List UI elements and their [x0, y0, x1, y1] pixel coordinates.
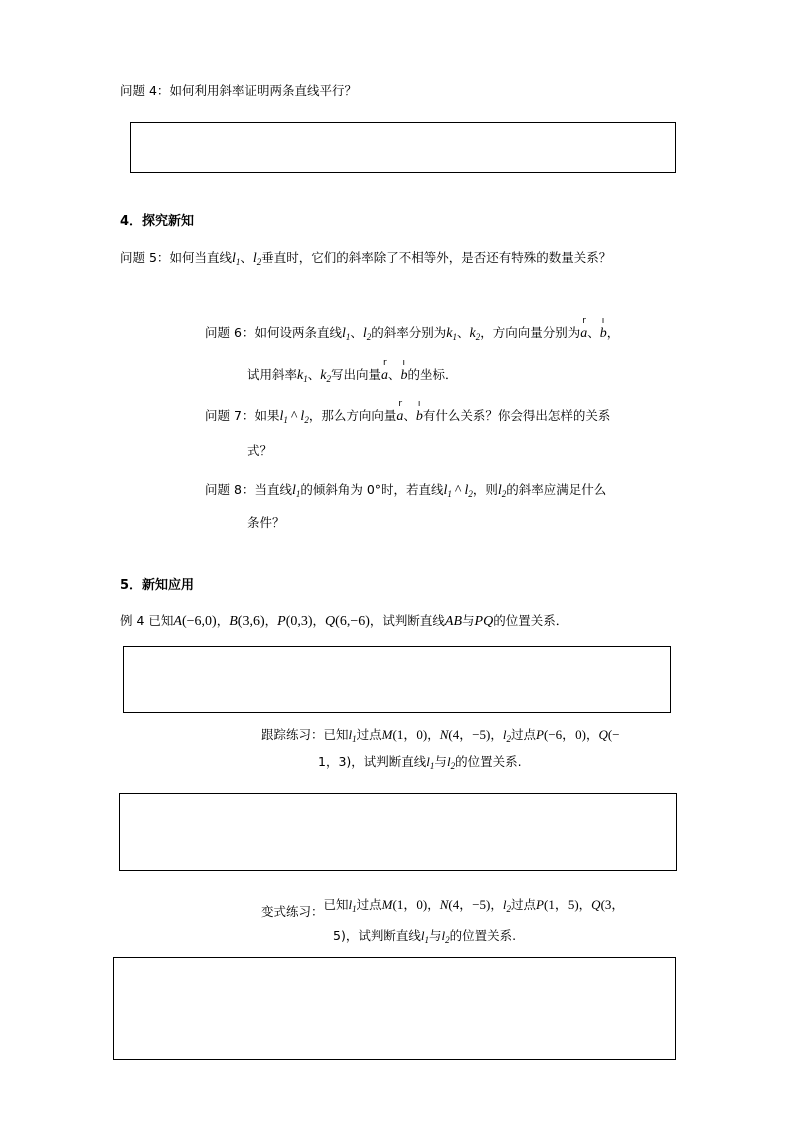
line-l2: $l_2$: [252, 251, 262, 267]
line-l2: $l_2$: [497, 483, 507, 499]
question-6-line2-text-3: 的坐标．: [407, 367, 458, 382]
vector-a: r a: [380, 358, 388, 383]
example-4-text-1: ，试判断直线: [369, 613, 445, 628]
variant-practice-line2-text-3: 的位置关系.: [449, 928, 517, 943]
question-5-label: 问题 5：: [120, 250, 170, 265]
line-l1: $l_1$: [420, 928, 429, 945]
point-p: P: [536, 727, 544, 742]
line-l1: $l_1$: [348, 897, 357, 914]
line-l1: $l_1$: [291, 483, 301, 499]
variant-practice-line2-text-1: 5)，试判断直线: [333, 928, 421, 943]
point-a-coords: (−6,0): [181, 614, 217, 629]
question-6-line2-text-2: 写出向量: [330, 367, 381, 382]
line-l2: $l_2$: [441, 928, 450, 945]
question-8-text-4: 的斜率应满足什么: [506, 482, 607, 497]
example-4: 例 4 已知A(−6,0)，B(3,6)，P(0,3)，Q(6,−6)，试判断直线AB与PQ的位置关系．: [120, 613, 569, 629]
vector-a: r a: [396, 399, 404, 424]
section-5-title: 5．新知应用: [120, 578, 195, 593]
point-p: P: [277, 614, 286, 629]
question-5-text-2: 垂直时，它们的斜率除了不相等外，是否还有特殊的数量关系？: [261, 250, 612, 265]
question-4: [120, 82, 357, 100]
slope-k2: $k_2$: [469, 326, 481, 342]
question-4-text: 如何利用斜率证明两条直线平行？: [169, 83, 357, 98]
point-q-coords: (−: [607, 727, 620, 742]
vector-a: r a: [580, 316, 588, 341]
tracking-practice-label: 跟踪练习：: [261, 727, 324, 742]
point-n-coords: (4，−5): [448, 727, 491, 742]
question-4-label: 问题 4：: [120, 83, 170, 98]
slope-k1: $k_1$: [446, 326, 457, 342]
vector-b: ı b: [415, 399, 423, 424]
perpendicular-symbol: ^: [290, 409, 298, 424]
question-7-text-3: 有什么关系？你会得出怎样的关系: [422, 408, 611, 423]
line-l2: $l_2$: [362, 326, 372, 342]
question-7-label: 问题 7：: [205, 408, 255, 423]
tracking-practice-line-2: 1，3)，试判断直线$l_1$与$l_2$的位置关系.: [318, 754, 522, 771]
question-6-label: 问题 6：: [205, 325, 255, 340]
question-8-text-1: 当直线: [254, 482, 292, 497]
question-7-text-2: ，那么方向向量: [308, 408, 397, 423]
tracking-practice: 跟踪练习：已知$l_1$过点M(1，0)，N(4，−5)，$l_2$过点P(−6，0)，Q(−: [261, 727, 620, 744]
question-8-text-2: 的倾斜角为 0°时，若直线: [300, 482, 444, 497]
line-l1: $l_1$: [443, 483, 452, 499]
vector-b: ı b: [599, 316, 607, 341]
point-p-coords: (1，5): [543, 897, 579, 912]
line-l2: $l_2$: [502, 727, 512, 744]
point-n: N: [439, 897, 449, 912]
variant-practice-line-2: 5)，试判断直线$l_1$与$l_2$的位置关系.: [333, 928, 517, 945]
line-l2: $l_2$: [446, 754, 456, 771]
point-b-coords: (3,6): [237, 614, 265, 629]
tracking-practice-line2-text-1: 1，3)，试判断直线: [318, 754, 427, 769]
point-n: N: [439, 727, 449, 742]
variant-practice-label: 变式练习：: [261, 904, 324, 919]
point-p-coords: (−6，0): [543, 727, 586, 742]
line-l1: $l_1$: [231, 251, 241, 267]
variant-practice: 变式练习：已知$l_1$过点M(1，0)，N(4，−5)，$l_2$过点P(1，5)，Q(3，: [261, 897, 625, 919]
answer-box-question-4[interactable]: [130, 122, 676, 173]
question-7-line-2: 式？: [247, 443, 273, 458]
vector-b: ı b: [400, 358, 408, 383]
question-8-line-2: 条件？: [247, 515, 285, 530]
line-l1: $l_1$: [426, 754, 435, 771]
point-m-coords: (1，0): [392, 897, 428, 912]
question-8: [205, 481, 606, 500]
perpendicular-symbol: ^: [454, 483, 462, 498]
example-4-text-3: 的位置关系．: [493, 613, 569, 628]
point-q: Q: [325, 614, 336, 629]
line-pq: PQ: [474, 614, 494, 629]
question-6-line2-text-1: 试用斜率: [247, 367, 298, 382]
point-m: M: [381, 727, 393, 742]
question-5-text-1: 如何当直线: [169, 250, 232, 265]
question-7-text-1: 如果: [254, 408, 280, 423]
question-7: 问题 7：如果$l_1$ ^ $l_2$，那么方向向量 r a、 ı b有什么关系？你会得出怎样的关系: [205, 399, 611, 425]
slope-k2: $k_2$: [320, 368, 331, 384]
question-5: 问题 5：如何当直线$l_1$、$l_2$垂直时，它们的斜率除了不相等外，是否还有特殊的数量关系？: [120, 250, 612, 267]
question-6-line-2: 试用斜率$k_1$、$k_2$写出向量 r a、 ı b的坐标．: [247, 358, 458, 384]
point-n-coords: (4，−5): [448, 897, 491, 912]
answer-box-tracking-practice[interactable]: [119, 793, 677, 871]
point-p-coords: (0,3): [285, 614, 313, 629]
line-ab: AB: [444, 614, 463, 629]
point-p: P: [536, 897, 544, 912]
point-q-coords: (6,−6): [335, 614, 370, 629]
tracking-practice-line2-text-3: 的位置关系.: [455, 754, 522, 769]
question-6: 问题 6：如何设两条直线$l_1$、$l_2$的斜率分别为$k_1$、$k_2$，方向向量分别为 r a、 ı b，: [205, 316, 620, 342]
answer-box-example-4[interactable]: [123, 646, 671, 713]
line-l1: $l_1$: [279, 409, 288, 425]
question-6-text-1: 如何设两条直线: [254, 325, 342, 340]
point-q-coords: (3，: [600, 897, 625, 912]
section-4-title: 4．探究新知: [120, 214, 195, 229]
question-8-text-3: ，则: [472, 482, 498, 497]
point-q: Q: [598, 727, 608, 742]
question-8-label: 问题 8：: [205, 482, 255, 497]
question-6-text-2: 的斜率分别为: [371, 325, 447, 340]
line-l2: $l_2$: [464, 483, 473, 499]
example-4-label: 例 4 已知: [120, 613, 174, 628]
question-6-text-3: ，方向向量分别为: [480, 325, 581, 340]
point-q: Q: [591, 897, 601, 912]
point-m-coords: (1，0): [392, 727, 428, 742]
line-l1: $l_1$: [348, 727, 357, 744]
point-m: M: [381, 897, 393, 912]
line-l2: $l_2$: [502, 897, 512, 914]
point-b: B: [229, 614, 238, 629]
slope-k1: $k_1$: [297, 368, 308, 384]
line-l1: $l_1$: [341, 326, 351, 342]
line-l2: $l_2$: [300, 409, 309, 425]
answer-box-variant-practice[interactable]: [113, 957, 676, 1060]
point-a: A: [173, 614, 182, 629]
